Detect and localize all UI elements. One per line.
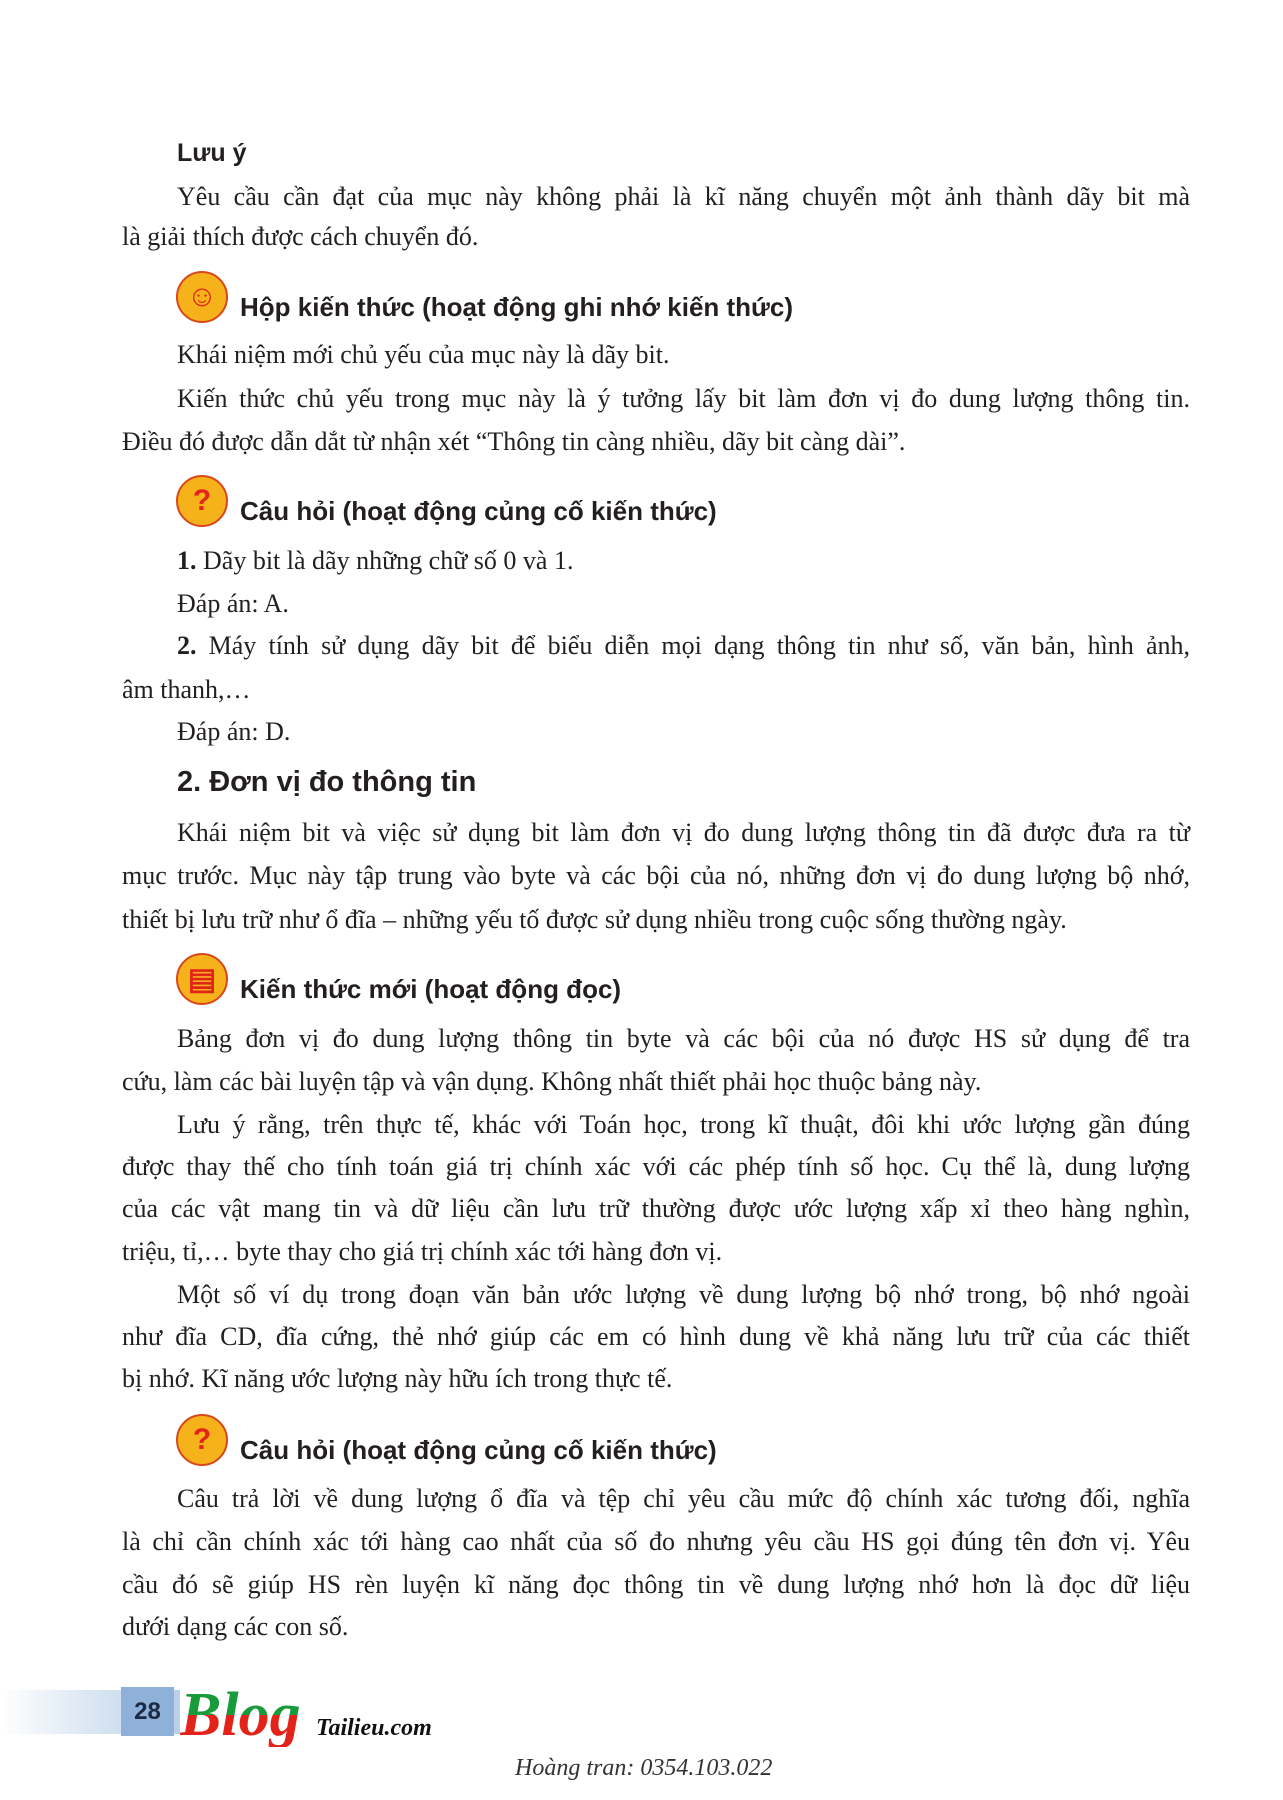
paragraph-line: cứu, làm các bài luyện tập và vận dụng. Không nhất thiết phải học thuộc bảng này.: [122, 1067, 982, 1096]
blog-logo: Blog: [180, 1681, 301, 1749]
lightbulb-mascot-icon: ☺: [176, 271, 228, 323]
paragraph-line: Khái niệm mới chủ yếu của mục này là dãy bit.: [177, 340, 670, 369]
paragraph-line: bị nhớ. Kĩ năng ước lượng này hữu ích trong thực tế.: [122, 1364, 673, 1393]
paragraph-line: của các vật mang tin và dữ liệu cần lưu trữ thường được ước lượng xấp xỉ theo hàng nghìn,: [122, 1194, 1190, 1223]
question-mascot-icon: ?: [176, 475, 228, 527]
paragraph-line: Khái niệm bit và việc sử dụng bit làm đơn vị đo dung lượng thông tin đã được đưa ra từ: [177, 818, 1190, 847]
paragraph-line: là chỉ cần chính xác tới hàng cao nhất của số đo nhưng yêu cầu HS gọi đúng tên đơn vị. Yêu: [122, 1527, 1190, 1556]
activity-heading: [176, 271, 876, 323]
paragraph-line: Kiến thức chủ yếu trong mục này là ý tưởng lấy bit làm đơn vị đo dung lượng thông tin.: [177, 384, 1190, 413]
activity-heading-text: Câu hỏi (hoạt động củng cố kiến thức): [240, 496, 717, 526]
paragraph-line: âm thanh,…: [122, 675, 251, 704]
paragraph-line: triệu, tỉ,… byte thay cho giá trị chính xác tới hàng đơn vị.: [122, 1237, 723, 1266]
activity-heading-text: Kiến thức mới (hoạt động đọc): [240, 974, 622, 1004]
page-number: 28: [121, 1687, 174, 1736]
signature: Hoàng tran: 0354.103.022: [515, 1755, 773, 1781]
paragraph-line: dưới dạng các con số.: [122, 1612, 349, 1641]
paragraph-line: Đáp án: A.: [177, 589, 289, 618]
note-title: Lưu ý: [177, 139, 247, 167]
paragraph-line: Đáp án: D.: [177, 717, 291, 746]
paragraph-line: được thay thế cho tính toán giá trị chính xác với các phép tính số học. Cụ thể là, dung lượng: [122, 1152, 1190, 1181]
activity-heading-text: Câu hỏi (hoạt động củng cố kiến thức): [240, 1435, 717, 1465]
paragraph-line: là giải thích được cách chuyển đó.: [122, 222, 479, 251]
blog-logo-sub: Tailieu.com: [316, 1715, 432, 1741]
activity-heading: [176, 953, 876, 1005]
paragraph-line: cầu đó sẽ giúp HS rèn luyện kĩ năng đọc thông tin về dung lượng nhớ hơn là đọc dữ liệu: [122, 1570, 1190, 1599]
book-mascot-icon: ▤: [176, 953, 228, 1005]
activity-heading: [176, 475, 876, 527]
activity-heading: [176, 1414, 876, 1466]
paragraph-line: Yêu cầu cần đạt của mục này không phải là kĩ năng chuyển một ảnh thành dãy bit mà: [177, 182, 1190, 211]
paragraph-line: thiết bị lưu trữ như ổ đĩa – những yếu tố được sử dụng nhiều trong cuộc sống thường ngày.: [122, 905, 1067, 934]
paragraph-line: Một số ví dụ trong đoạn văn bản ước lượng về dung lượng bộ nhớ trong, bộ nhớ ngoài: [177, 1280, 1190, 1309]
paragraph-line: Lưu ý rằng, trên thực tế, khác với Toán học, trong kĩ thuật, đôi khi ước lượng gần đúng: [177, 1110, 1190, 1139]
paragraph-line: 2. Máy tính sử dụng dãy bit để biểu diễn mọi dạng thông tin như số, văn bản, hình ảnh,: [177, 631, 1190, 660]
paragraph-line: mục trước. Mục này tập trung vào byte và các bội của nó, những đơn vị đo dung lượng bộ nhớ,: [122, 861, 1190, 890]
paragraph-line: Bảng đơn vị đo dung lượng thông tin byte và các bội của nó được HS sử dụng để tra: [177, 1024, 1190, 1053]
paragraph-line: như đĩa CD, đĩa cứng, thẻ nhớ giúp các em có hình dung về khả năng lưu trữ của các thiết: [122, 1322, 1190, 1351]
section-title: 2. Đơn vị đo thông tin: [177, 766, 477, 798]
activity-heading-text: Hộp kiến thức (hoạt động ghi nhớ kiến thức): [240, 292, 793, 322]
question-mascot-icon: ?: [176, 1414, 228, 1466]
paragraph-line: Câu trả lời về dung lượng ổ đĩa và tệp chỉ yêu cầu mức độ chính xác tương đối, nghĩa: [177, 1484, 1190, 1513]
paragraph-line: 1. Dãy bit là dãy những chữ số 0 và 1.: [177, 546, 574, 575]
paragraph-line: Điều đó được dẫn dắt từ nhận xét “Thông tin càng nhiều, dãy bit càng dài”.: [122, 427, 906, 456]
